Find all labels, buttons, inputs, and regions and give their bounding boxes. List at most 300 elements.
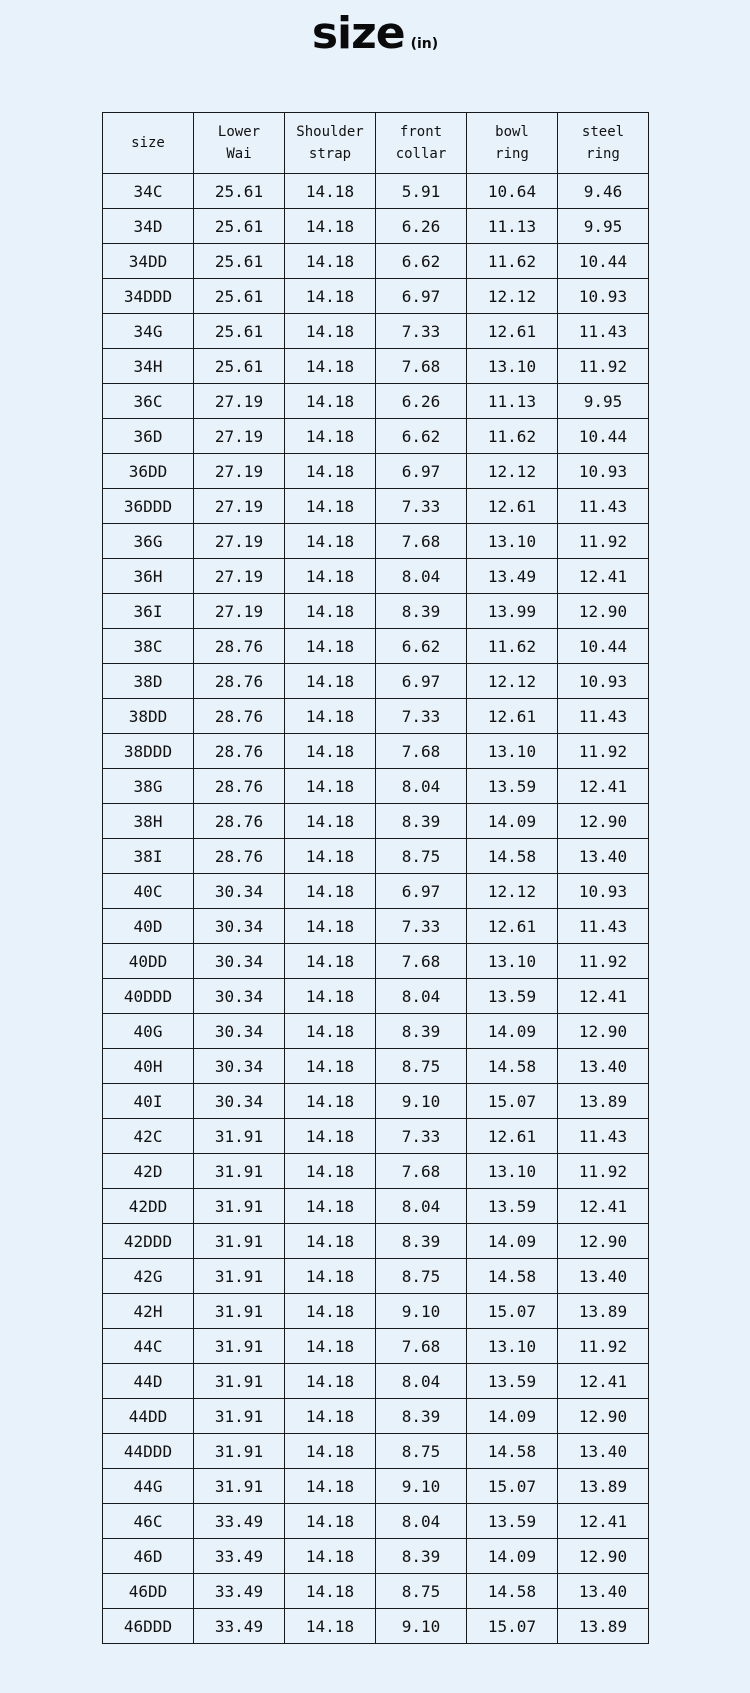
cell-lower-wai: 27.19 [194, 454, 285, 489]
cell-size: 38C [103, 629, 194, 664]
table-row [103, 734, 649, 769]
cell-bowl-ring: 12.61 [467, 1119, 558, 1154]
table-row [103, 1189, 649, 1224]
table-row [103, 769, 649, 804]
cell-steel-ring: 11.43 [558, 909, 649, 944]
table-row [103, 804, 649, 839]
cell-shoulder-strap: 14.18 [285, 1364, 376, 1399]
cell-size: 40I [103, 1084, 194, 1119]
cell-front-collar: 8.04 [376, 1364, 467, 1399]
cell-bowl-ring: 14.58 [467, 1434, 558, 1469]
cell-steel-ring: 10.93 [558, 279, 649, 314]
cell-bowl-ring: 15.07 [467, 1469, 558, 1504]
cell-steel-ring: 9.95 [558, 209, 649, 244]
cell-shoulder-strap: 14.18 [285, 524, 376, 559]
cell-steel-ring: 13.40 [558, 1574, 649, 1609]
cell-bowl-ring: 13.10 [467, 1154, 558, 1189]
table-row [103, 1224, 649, 1259]
cell-lower-wai: 28.76 [194, 804, 285, 839]
cell-shoulder-strap: 14.18 [285, 209, 376, 244]
cell-lower-wai: 27.19 [194, 594, 285, 629]
cell-shoulder-strap: 14.18 [285, 559, 376, 594]
cell-bowl-ring: 12.12 [467, 664, 558, 699]
table-row [103, 1259, 649, 1294]
cell-size: 44D [103, 1364, 194, 1399]
cell-steel-ring: 10.44 [558, 244, 649, 279]
cell-lower-wai: 27.19 [194, 489, 285, 524]
cell-size: 42D [103, 1154, 194, 1189]
cell-bowl-ring: 12.61 [467, 489, 558, 524]
cell-size: 40C [103, 874, 194, 909]
cell-steel-ring: 10.93 [558, 664, 649, 699]
table-row [103, 349, 649, 384]
cell-front-collar: 7.68 [376, 1154, 467, 1189]
cell-steel-ring: 12.41 [558, 1364, 649, 1399]
cell-bowl-ring: 13.59 [467, 1504, 558, 1539]
cell-lower-wai: 31.91 [194, 1294, 285, 1329]
cell-steel-ring: 12.90 [558, 594, 649, 629]
cell-shoulder-strap: 14.18 [285, 1539, 376, 1574]
cell-size: 36I [103, 594, 194, 629]
cell-lower-wai: 25.61 [194, 244, 285, 279]
cell-steel-ring: 11.43 [558, 314, 649, 349]
cell-bowl-ring: 11.13 [467, 384, 558, 419]
cell-shoulder-strap: 14.18 [285, 279, 376, 314]
cell-bowl-ring: 14.58 [467, 1049, 558, 1084]
cell-front-collar: 8.39 [376, 1539, 467, 1574]
cell-shoulder-strap: 14.18 [285, 699, 376, 734]
cell-lower-wai: 30.34 [194, 944, 285, 979]
table-row [103, 1154, 649, 1189]
table-row [103, 979, 649, 1014]
header-line: front [399, 124, 443, 140]
cell-steel-ring: 11.92 [558, 734, 649, 769]
cell-steel-ring: 9.46 [558, 174, 649, 209]
cell-front-collar: 6.97 [376, 664, 467, 699]
cell-bowl-ring: 12.61 [467, 909, 558, 944]
cell-steel-ring: 11.43 [558, 1119, 649, 1154]
table-row [103, 1609, 649, 1644]
table-row [103, 629, 649, 664]
cell-size: 38DDD [103, 734, 194, 769]
table-row [103, 314, 649, 349]
cell-lower-wai: 33.49 [194, 1609, 285, 1644]
cell-size: 36D [103, 419, 194, 454]
cell-steel-ring: 11.92 [558, 944, 649, 979]
table-row [103, 1294, 649, 1329]
table-row [103, 839, 649, 874]
cell-shoulder-strap: 14.18 [285, 629, 376, 664]
cell-steel-ring: 12.41 [558, 979, 649, 1014]
cell-steel-ring: 11.92 [558, 1329, 649, 1364]
cell-shoulder-strap: 14.18 [285, 314, 376, 349]
cell-steel-ring: 12.41 [558, 769, 649, 804]
cell-front-collar: 6.97 [376, 454, 467, 489]
cell-shoulder-strap: 14.18 [285, 1014, 376, 1049]
cell-front-collar: 8.04 [376, 1189, 467, 1224]
table-row [103, 1504, 649, 1539]
cell-steel-ring: 12.90 [558, 1399, 649, 1434]
table-header [103, 113, 649, 174]
title-unit: (in) [410, 36, 439, 52]
cell-front-collar: 8.39 [376, 1014, 467, 1049]
cell-shoulder-strap: 14.18 [285, 1119, 376, 1154]
cell-bowl-ring: 14.58 [467, 1574, 558, 1609]
cell-lower-wai: 28.76 [194, 839, 285, 874]
cell-steel-ring: 11.92 [558, 349, 649, 384]
cell-size: 34D [103, 209, 194, 244]
cell-shoulder-strap: 14.18 [285, 804, 376, 839]
cell-size: 34DD [103, 244, 194, 279]
cell-front-collar: 8.39 [376, 804, 467, 839]
cell-shoulder-strap: 14.18 [285, 1434, 376, 1469]
cell-steel-ring: 13.89 [558, 1609, 649, 1644]
header-cell-bowl-ring [467, 113, 558, 174]
cell-front-collar: 8.39 [376, 1399, 467, 1434]
cell-front-collar: 7.33 [376, 1119, 467, 1154]
cell-shoulder-strap: 14.18 [285, 174, 376, 209]
cell-steel-ring: 11.92 [558, 1154, 649, 1189]
cell-lower-wai: 30.34 [194, 909, 285, 944]
cell-bowl-ring: 12.61 [467, 314, 558, 349]
cell-steel-ring: 11.43 [558, 489, 649, 524]
table-row [103, 1399, 649, 1434]
header-cell-steel-ring [558, 113, 649, 174]
cell-lower-wai: 25.61 [194, 349, 285, 384]
cell-size: 44DD [103, 1399, 194, 1434]
cell-front-collar: 8.39 [376, 1224, 467, 1259]
cell-lower-wai: 30.34 [194, 1084, 285, 1119]
cell-steel-ring: 13.40 [558, 1049, 649, 1084]
table-row [103, 699, 649, 734]
header-line: ring [495, 146, 529, 162]
cell-steel-ring: 10.93 [558, 874, 649, 909]
cell-bowl-ring: 14.09 [467, 1014, 558, 1049]
cell-shoulder-strap: 14.18 [285, 979, 376, 1014]
cell-shoulder-strap: 14.18 [285, 489, 376, 524]
cell-lower-wai: 31.91 [194, 1329, 285, 1364]
cell-size: 36C [103, 384, 194, 419]
cell-size: 40DD [103, 944, 194, 979]
table-row [103, 1539, 649, 1574]
cell-lower-wai: 31.91 [194, 1399, 285, 1434]
cell-front-collar: 6.26 [376, 384, 467, 419]
cell-front-collar: 6.62 [376, 244, 467, 279]
header-row [103, 113, 649, 174]
cell-size: 42C [103, 1119, 194, 1154]
cell-bowl-ring: 12.61 [467, 699, 558, 734]
cell-size: 44DDD [103, 1434, 194, 1469]
cell-shoulder-strap: 14.18 [285, 664, 376, 699]
cell-bowl-ring: 13.59 [467, 979, 558, 1014]
cell-front-collar: 8.04 [376, 979, 467, 1014]
table-row [103, 1469, 649, 1504]
cell-steel-ring: 9.95 [558, 384, 649, 419]
cell-bowl-ring: 14.58 [467, 839, 558, 874]
cell-front-collar: 8.75 [376, 1574, 467, 1609]
cell-lower-wai: 30.34 [194, 979, 285, 1014]
cell-steel-ring: 12.90 [558, 1014, 649, 1049]
table-row [103, 559, 649, 594]
cell-steel-ring: 13.40 [558, 1259, 649, 1294]
cell-lower-wai: 30.34 [194, 1014, 285, 1049]
cell-front-collar: 8.04 [376, 559, 467, 594]
cell-lower-wai: 31.91 [194, 1364, 285, 1399]
cell-bowl-ring: 11.13 [467, 209, 558, 244]
table-row [103, 874, 649, 909]
cell-front-collar: 8.75 [376, 839, 467, 874]
cell-size: 38I [103, 839, 194, 874]
cell-lower-wai: 25.61 [194, 209, 285, 244]
cell-size: 36DDD [103, 489, 194, 524]
cell-front-collar: 6.62 [376, 629, 467, 664]
cell-bowl-ring: 13.10 [467, 349, 558, 384]
cell-bowl-ring: 14.09 [467, 1224, 558, 1259]
cell-steel-ring: 13.89 [558, 1469, 649, 1504]
cell-size: 34H [103, 349, 194, 384]
cell-lower-wai: 33.49 [194, 1539, 285, 1574]
table-row [103, 1434, 649, 1469]
cell-steel-ring: 10.44 [558, 629, 649, 664]
header-cell-size [103, 113, 194, 174]
table-body [103, 174, 649, 1644]
cell-front-collar: 9.10 [376, 1294, 467, 1329]
cell-shoulder-strap: 14.18 [285, 594, 376, 629]
table-row [103, 489, 649, 524]
cell-size: 36G [103, 524, 194, 559]
cell-steel-ring: 12.41 [558, 559, 649, 594]
cell-shoulder-strap: 14.18 [285, 1574, 376, 1609]
cell-shoulder-strap: 14.18 [285, 419, 376, 454]
table-row [103, 909, 649, 944]
cell-bowl-ring: 14.09 [467, 804, 558, 839]
cell-lower-wai: 25.61 [194, 174, 285, 209]
cell-steel-ring: 12.41 [558, 1189, 649, 1224]
table-row [103, 1049, 649, 1084]
cell-bowl-ring: 11.62 [467, 419, 558, 454]
cell-lower-wai: 33.49 [194, 1504, 285, 1539]
cell-front-collar: 7.33 [376, 909, 467, 944]
cell-size: 42DDD [103, 1224, 194, 1259]
cell-lower-wai: 31.91 [194, 1119, 285, 1154]
header-line: steel [581, 124, 625, 140]
cell-size: 34DDD [103, 279, 194, 314]
cell-lower-wai: 30.34 [194, 874, 285, 909]
cell-front-collar: 9.10 [376, 1084, 467, 1119]
cell-bowl-ring: 14.09 [467, 1539, 558, 1574]
cell-size: 46D [103, 1539, 194, 1574]
size-chart-table [102, 112, 649, 1644]
cell-size: 34G [103, 314, 194, 349]
cell-steel-ring: 12.41 [558, 1504, 649, 1539]
title-text: size [311, 8, 405, 59]
cell-front-collar: 7.68 [376, 734, 467, 769]
cell-front-collar: 5.91 [376, 174, 467, 209]
cell-size: 38DD [103, 699, 194, 734]
cell-bowl-ring: 14.58 [467, 1259, 558, 1294]
table-row [103, 1364, 649, 1399]
cell-bowl-ring: 13.10 [467, 524, 558, 559]
cell-size: 42DD [103, 1189, 194, 1224]
table-row [103, 1329, 649, 1364]
cell-steel-ring: 12.90 [558, 1224, 649, 1259]
cell-size: 44G [103, 1469, 194, 1504]
table-row [103, 944, 649, 979]
cell-shoulder-strap: 14.18 [285, 1224, 376, 1259]
cell-steel-ring: 13.40 [558, 839, 649, 874]
cell-front-collar: 8.75 [376, 1259, 467, 1294]
cell-lower-wai: 25.61 [194, 279, 285, 314]
header-line: size [131, 135, 165, 151]
cell-size: 40H [103, 1049, 194, 1084]
cell-lower-wai: 27.19 [194, 419, 285, 454]
cell-bowl-ring: 15.07 [467, 1609, 558, 1644]
table-row [103, 384, 649, 419]
cell-bowl-ring: 11.62 [467, 244, 558, 279]
table-row [103, 454, 649, 489]
cell-shoulder-strap: 14.18 [285, 1504, 376, 1539]
cell-shoulder-strap: 14.18 [285, 1399, 376, 1434]
cell-bowl-ring: 13.59 [467, 769, 558, 804]
cell-bowl-ring: 12.12 [467, 454, 558, 489]
cell-shoulder-strap: 14.18 [285, 1189, 376, 1224]
table-row [103, 1574, 649, 1609]
cell-front-collar: 8.04 [376, 769, 467, 804]
cell-shoulder-strap: 14.18 [285, 1259, 376, 1294]
header-line: ring [586, 146, 620, 162]
cell-steel-ring: 11.43 [558, 699, 649, 734]
cell-bowl-ring: 13.10 [467, 1329, 558, 1364]
cell-bowl-ring: 13.10 [467, 734, 558, 769]
cell-lower-wai: 31.91 [194, 1154, 285, 1189]
table-row [103, 244, 649, 279]
table-row [103, 1119, 649, 1154]
cell-front-collar: 7.33 [376, 699, 467, 734]
cell-front-collar: 8.75 [376, 1049, 467, 1084]
cell-lower-wai: 31.91 [194, 1189, 285, 1224]
cell-front-collar: 6.97 [376, 279, 467, 314]
table-row [103, 419, 649, 454]
cell-front-collar: 6.62 [376, 419, 467, 454]
cell-front-collar: 7.68 [376, 349, 467, 384]
cell-bowl-ring: 14.09 [467, 1399, 558, 1434]
cell-size: 36H [103, 559, 194, 594]
cell-lower-wai: 31.91 [194, 1469, 285, 1504]
cell-shoulder-strap: 14.18 [285, 769, 376, 804]
header-cell-front-collar [376, 113, 467, 174]
cell-lower-wai: 30.34 [194, 1049, 285, 1084]
cell-size: 40G [103, 1014, 194, 1049]
table-row [103, 279, 649, 314]
cell-steel-ring: 13.89 [558, 1294, 649, 1329]
cell-lower-wai: 28.76 [194, 629, 285, 664]
cell-steel-ring: 11.92 [558, 524, 649, 559]
cell-lower-wai: 28.76 [194, 734, 285, 769]
cell-shoulder-strap: 14.18 [285, 1469, 376, 1504]
table-row [103, 1014, 649, 1049]
cell-shoulder-strap: 14.18 [285, 839, 376, 874]
cell-front-collar: 7.33 [376, 314, 467, 349]
cell-size: 46DDD [103, 1609, 194, 1644]
cell-bowl-ring: 13.59 [467, 1189, 558, 1224]
cell-bowl-ring: 13.10 [467, 944, 558, 979]
header-line: strap [308, 146, 352, 162]
cell-lower-wai: 27.19 [194, 559, 285, 594]
cell-front-collar: 6.97 [376, 874, 467, 909]
cell-shoulder-strap: 14.18 [285, 1049, 376, 1084]
cell-front-collar: 7.33 [376, 489, 467, 524]
cell-bowl-ring: 15.07 [467, 1084, 558, 1119]
cell-front-collar: 7.68 [376, 524, 467, 559]
cell-lower-wai: 31.91 [194, 1224, 285, 1259]
cell-steel-ring: 10.44 [558, 419, 649, 454]
cell-bowl-ring: 12.12 [467, 874, 558, 909]
cell-front-collar: 8.39 [376, 594, 467, 629]
cell-size: 46DD [103, 1574, 194, 1609]
cell-steel-ring: 12.90 [558, 804, 649, 839]
cell-lower-wai: 28.76 [194, 699, 285, 734]
cell-steel-ring: 10.93 [558, 454, 649, 489]
cell-lower-wai: 33.49 [194, 1574, 285, 1609]
cell-size: 42H [103, 1294, 194, 1329]
cell-shoulder-strap: 14.18 [285, 1609, 376, 1644]
cell-front-collar: 6.26 [376, 209, 467, 244]
cell-steel-ring: 13.89 [558, 1084, 649, 1119]
cell-size: 42G [103, 1259, 194, 1294]
header-line: collar [395, 146, 447, 162]
cell-shoulder-strap: 14.18 [285, 384, 376, 419]
cell-shoulder-strap: 14.18 [285, 1084, 376, 1119]
cell-size: 38H [103, 804, 194, 839]
cell-steel-ring: 12.90 [558, 1539, 649, 1574]
cell-shoulder-strap: 14.18 [285, 944, 376, 979]
table-row [103, 594, 649, 629]
cell-front-collar: 9.10 [376, 1469, 467, 1504]
header-cell-shoulder-strap [285, 113, 376, 174]
cell-bowl-ring: 11.62 [467, 629, 558, 664]
cell-bowl-ring: 10.64 [467, 174, 558, 209]
cell-shoulder-strap: 14.18 [285, 349, 376, 384]
cell-shoulder-strap: 14.18 [285, 454, 376, 489]
cell-front-collar: 7.68 [376, 944, 467, 979]
cell-lower-wai: 28.76 [194, 769, 285, 804]
cell-size: 38G [103, 769, 194, 804]
table-row [103, 1084, 649, 1119]
header-cell-lower-wai [194, 113, 285, 174]
cell-size: 36DD [103, 454, 194, 489]
cell-shoulder-strap: 14.18 [285, 734, 376, 769]
page-title [0, 8, 750, 59]
cell-lower-wai: 25.61 [194, 314, 285, 349]
cell-size: 38D [103, 664, 194, 699]
cell-bowl-ring: 13.49 [467, 559, 558, 594]
cell-lower-wai: 27.19 [194, 524, 285, 559]
header-line: Lower [217, 124, 261, 140]
cell-front-collar: 8.75 [376, 1434, 467, 1469]
table-row [103, 209, 649, 244]
cell-front-collar: 7.68 [376, 1329, 467, 1364]
cell-size: 44C [103, 1329, 194, 1364]
cell-bowl-ring: 13.59 [467, 1364, 558, 1399]
cell-size: 40D [103, 909, 194, 944]
cell-lower-wai: 27.19 [194, 384, 285, 419]
cell-bowl-ring: 15.07 [467, 1294, 558, 1329]
cell-size: 34C [103, 174, 194, 209]
cell-shoulder-strap: 14.18 [285, 1329, 376, 1364]
cell-shoulder-strap: 14.18 [285, 1154, 376, 1189]
cell-lower-wai: 28.76 [194, 664, 285, 699]
cell-bowl-ring: 13.99 [467, 594, 558, 629]
